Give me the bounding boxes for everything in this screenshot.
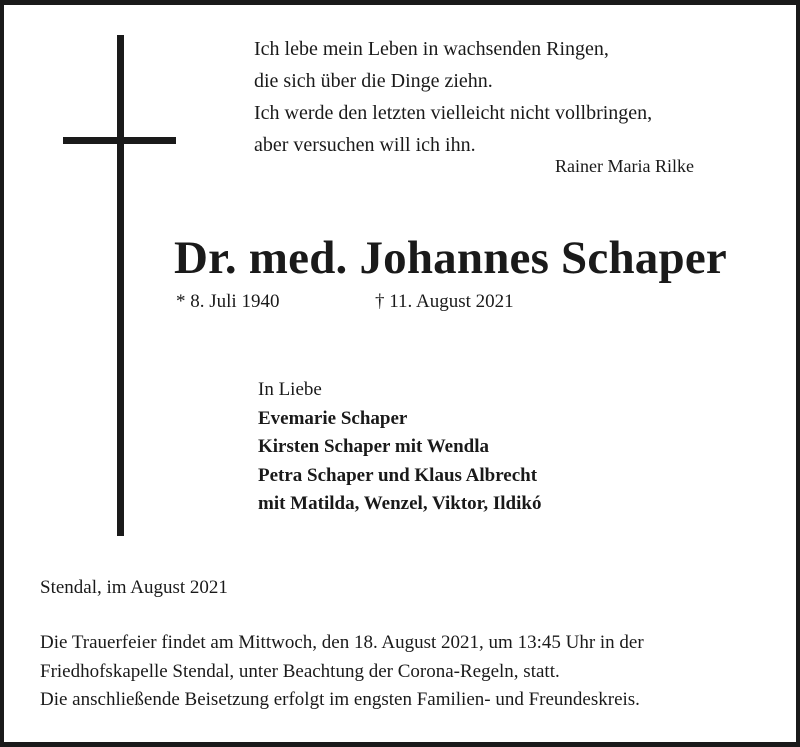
mourners-intro: In Liebe [258,379,322,400]
mourner-name: Evemarie Schaper [258,407,408,429]
mourner-name: Petra Schaper und Klaus Albrecht [258,464,538,486]
death-date: † 11. August 2021 [375,291,514,312]
mourners-list [258,376,541,519]
poem-line: die sich über die Dinge ziehn. [254,70,493,92]
place-date: Stendal, im August 2021 [40,577,228,598]
birth-date: * 8. Juli 1940 [176,291,280,312]
poem-quote [254,33,734,161]
cross-horizontal-bar [63,137,176,144]
service-line: Friedhofskapelle Stendal, unter Beachtung der Corona-Regeln, statt. [40,660,560,682]
poem-author: Rainer Maria Rilke [555,156,694,176]
mourner-name: mit Matilda, Wenzel, Viktor, Ildikó [258,493,542,514]
poem-line: Ich lebe mein Leben in wachsenden Ringen, [254,38,609,60]
mourner-name: Kirsten Schaper mit Wendla [258,436,490,457]
poem-line: aber versuchen will ich ihn. [254,134,476,156]
service-line: Die anschließende Beisetzung erfolgt im engsten Familien- und Freundeskreis. [40,689,640,710]
funeral-service-info [40,629,644,715]
cross-vertical-bar [117,35,124,536]
deceased-name: Dr. med. Johannes Schaper [174,232,727,284]
service-line: Die Trauerfeier findet am Mittwoch, den 18. August 2021, um 13:45 Uhr in der [40,632,644,653]
poem-line: Ich werde den letzten vielleicht nicht vollbringen, [254,102,653,124]
